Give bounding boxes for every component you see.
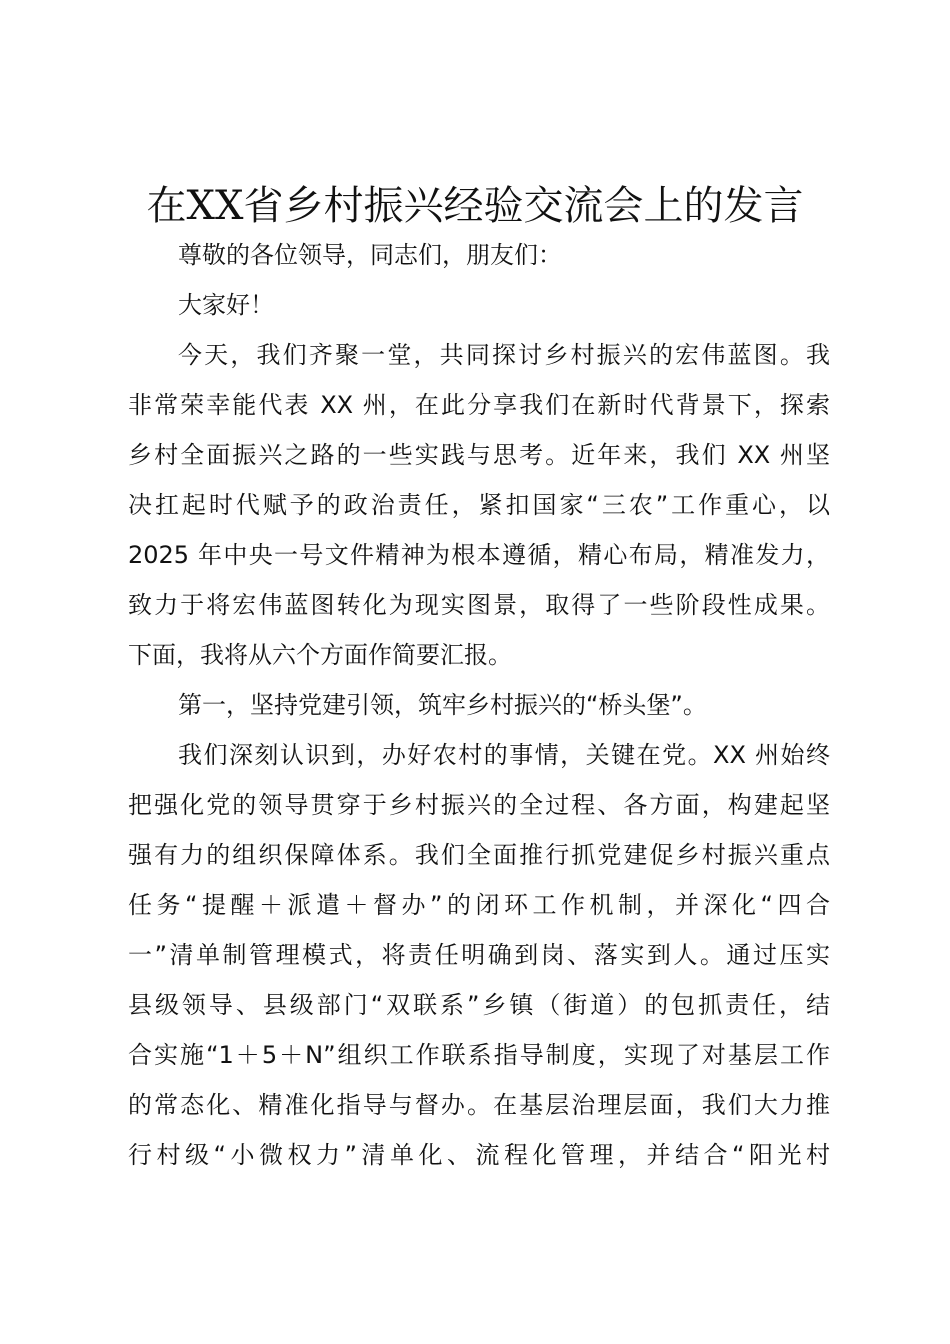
document-line: 决扛起时代赋予的政治责任，紧扣国家“三农”工作重心，以 <box>128 491 830 519</box>
document-line: 县级领导、县级部门“双联系”乡镇（街道）的包抓责任，结 <box>128 991 830 1019</box>
document-line: 2025 年中央一号文件精神为根本遵循，精心布局，精准发力， <box>128 541 830 569</box>
document-line: 下面，我将从六个方面作简要汇报。 <box>128 641 512 669</box>
document-line: 致力于将宏伟蓝图转化为现实图景，取得了一些阶段性成果。 <box>128 591 830 619</box>
document-line: 第一，坚持党建引领，筑牢乡村振兴的“桥头堡”。 <box>178 691 707 719</box>
document-line: 大家好！ <box>178 291 274 319</box>
document-line: 行村级“小微权力”清单化、流程化管理，并结合“阳光村 <box>128 1141 830 1169</box>
document-line: 把强化党的领导贯穿于乡村振兴的全过程、各方面，构建起坚 <box>128 791 830 819</box>
document-line: 非常荣幸能代表 XX 州，在此分享我们在新时代背景下，探索 <box>128 391 830 419</box>
document-line: 的常态化、精准化指导与督办。在基层治理层面，我们大力推 <box>128 1091 830 1119</box>
document-title: 在XX省乡村振兴经验交流会上的发言 <box>146 183 804 229</box>
document-line: 强有力的组织保障体系。我们全面推行抓党建促乡村振兴重点 <box>128 841 830 869</box>
document-line: 乡村全面振兴之路的一些实践与思考。近年来，我们 XX 州坚 <box>128 441 830 469</box>
document-line: 一”清单制管理模式，将责任明确到岗、落实到人。通过压实 <box>128 941 830 969</box>
document-line: 尊敬的各位领导，同志们，朋友们： <box>178 241 562 269</box>
document-line: 合实施“1＋5＋N”组织工作联系指导制度，实现了对基层工作 <box>128 1041 830 1069</box>
document-line: 任务“提醒＋派遣＋督办”的闭环工作机制，并深化“四合 <box>128 891 830 919</box>
document-line: 今天，我们齐聚一堂，共同探讨乡村振兴的宏伟蓝图。我 <box>178 341 830 369</box>
document-body <box>128 230 830 1180</box>
document-line: 我们深刻认识到，办好农村的事情，关键在党。XX 州始终 <box>178 741 830 769</box>
